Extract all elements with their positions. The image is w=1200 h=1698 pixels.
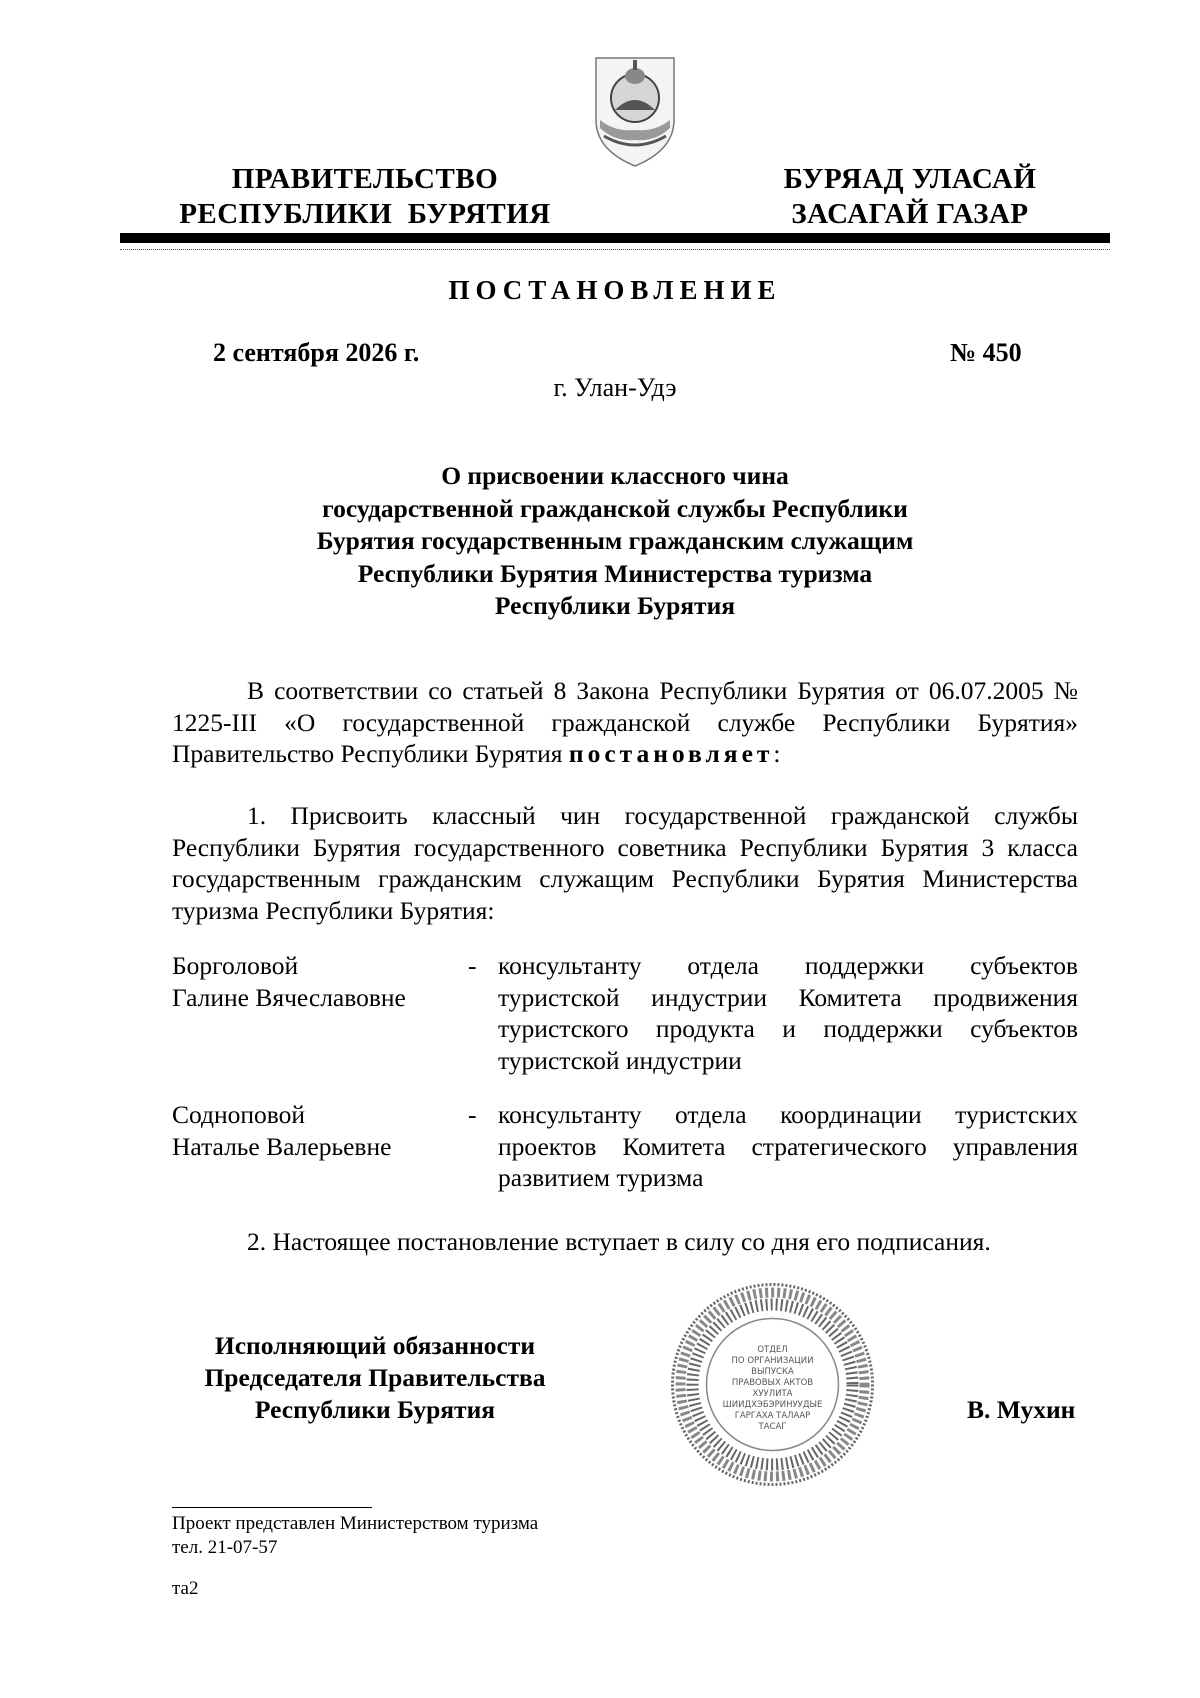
person-2-name [172, 1099, 391, 1162]
item-1-paragraph: 1. Присвоить классный чин государственной гражданской службы Республики Бурятия государственного советника Республики Бурятия 3 класса государственным гражданским служащим Республики Бурятия Министерства туризма Республики Бурятия: [172, 801, 1078, 925]
preamble-end: : [773, 739, 781, 768]
footnote [172, 1512, 538, 1560]
header-right-line2: ЗАСАГАЙ ГАЗАР [791, 198, 1029, 230]
header-left-line2: РЕСПУБЛИКИ БУРЯТИЯ [179, 198, 551, 230]
person-1-surname: Борголовой [172, 951, 299, 980]
signatory-title [190, 1330, 560, 1426]
document-mark: та2 [172, 1578, 199, 1599]
header-right-line1: БУРЯАД УЛАСАЙ [783, 163, 1037, 195]
footnote-divider [172, 1507, 372, 1508]
header-left [150, 162, 580, 232]
preamble-paragraph [172, 675, 1078, 770]
document-city: г. Улан-Удэ [553, 373, 677, 402]
seal-line4: ПРАВОВЫХ АКТОВ [731, 1378, 814, 1388]
seal-line1: ОТДЕЛ [757, 1345, 788, 1355]
person-2-position: консультанту отдела координации туристских проектов Комитета стратегического управления развитием туризма [498, 1100, 1078, 1192]
document-number: № 450 [950, 338, 1022, 367]
person-1-position: консультанту отдела поддержки субъектов туристской индустрии Комитета продвижения туристского продукта и поддержки субъектов туристской индустрии [498, 951, 1078, 1075]
subject-line1: О присвоении классного чина [441, 461, 789, 490]
seal-line6: ШИИДХЭБЭРИНУУДЫЕ [722, 1400, 823, 1410]
subject-line3: Бурятия государственным гражданским служащим [316, 526, 914, 555]
person-1-given-name: Галине Вячеславовне [172, 982, 406, 1012]
seal-line3: ВЫПУСКА [751, 1367, 794, 1377]
seal-line7: ГАРГАХА ТАЛААР [734, 1411, 811, 1421]
resolution-keyword: постановляет [568, 739, 774, 768]
person-2-dash: - [468, 1100, 477, 1129]
person-1-dash: - [468, 951, 477, 980]
subject-line5: Республики Бурятия [494, 591, 736, 620]
official-seal [670, 1282, 875, 1487]
header-divider-thin [120, 249, 1110, 250]
person-2-given-name: Наталье Валерьевне [172, 1131, 392, 1161]
signatory-title-line3: Республики Бурятия [254, 1395, 496, 1424]
document-subject [270, 460, 960, 623]
header-right [740, 162, 1080, 232]
document-date: 2 сентября 2026 г. [213, 338, 420, 367]
signatory-title-line2: Председателя Правительства [204, 1363, 546, 1392]
signatory-name: В. Мухин [967, 1395, 1076, 1424]
person-2-surname: Содноповой [172, 1100, 306, 1129]
header-divider-thick [120, 233, 1110, 243]
coat-of-arms-emblem [590, 50, 680, 170]
document-type: ПОСТАНОВЛЕНИЕ [448, 275, 782, 305]
footnote-line1: Проект представлен Министерством туризма [172, 1513, 539, 1534]
seal-line8: ТАСАГ [758, 1422, 787, 1432]
item-2-paragraph: 2. Настоящее постановление вступает в силу со дня его подписания. [247, 1227, 991, 1256]
footnote-line2: тел. 21-07-57 [172, 1537, 278, 1558]
signatory-title-line1: Исполняющий обязанности [214, 1331, 536, 1360]
seal-line5: ХУУЛИТА [752, 1389, 793, 1399]
seal-line2: ПО ОРГАНИЗАЦИИ [731, 1356, 814, 1366]
subject-line2: государственной гражданской службы Республики [322, 493, 908, 523]
header-left-line1: ПРАВИТЕЛЬСТВО [231, 163, 499, 195]
person-1-name [172, 950, 406, 1013]
preamble-text: В соответствии со статьей 8 Закона Республики Бурятия от 06.07.2005 № 1225-III «О государственной гражданской службе Республики Бурятия» Правительство Республики Бурятия [172, 676, 1078, 768]
subject-line4: Республики Бурятия Министерства туризма [357, 558, 873, 588]
